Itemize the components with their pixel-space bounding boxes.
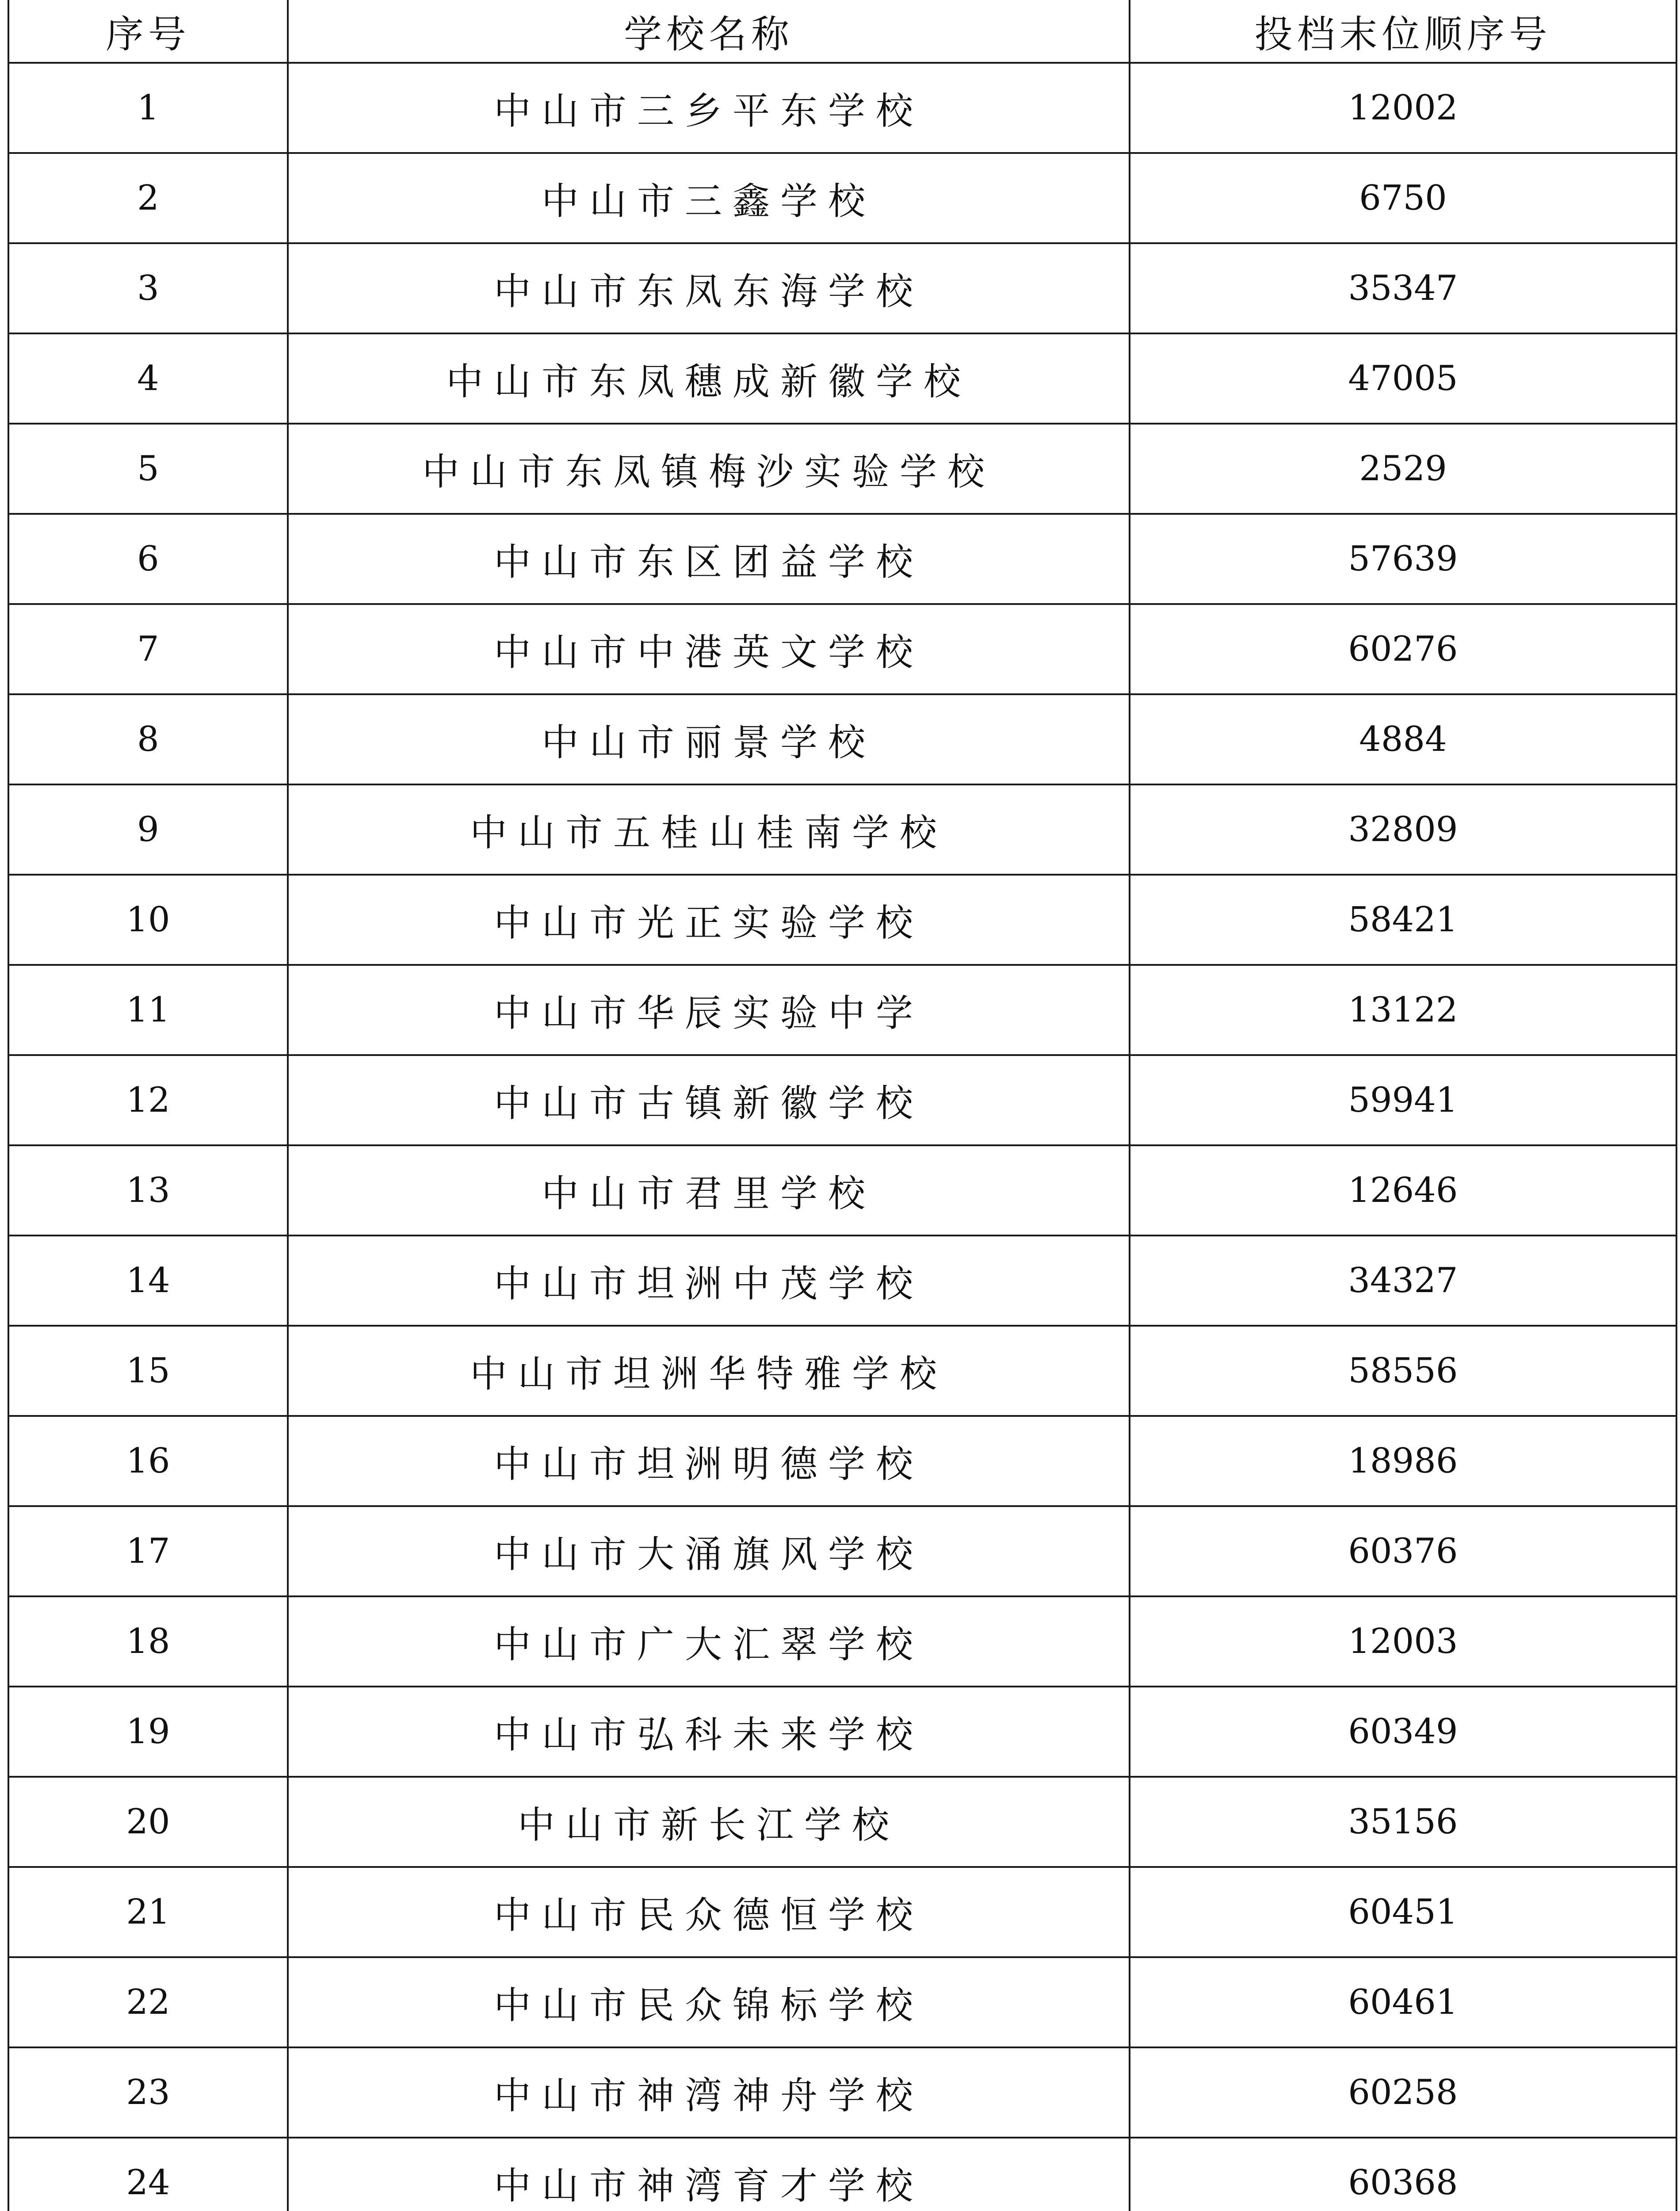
serial-number-cell: 10 (8, 875, 288, 965)
admission-rank-cell: 59941 (1130, 1055, 1676, 1145)
admission-rank-cell: 18986 (1130, 1416, 1676, 1506)
serial-number-cell: 14 (8, 1236, 288, 1326)
admission-rank-cell: 60461 (1130, 1957, 1676, 2047)
serial-number-cell: 13 (8, 1145, 288, 1236)
school-name-cell: 中山市弘科未来学校 (288, 1687, 1130, 1777)
admission-rank-cell: 60368 (1130, 2138, 1676, 2211)
admission-rank-cell: 35347 (1130, 243, 1676, 333)
header-school-name: 学校名称 (288, 0, 1130, 63)
admission-rank-cell: 60376 (1130, 1506, 1676, 1596)
serial-number-cell: 4 (8, 333, 288, 424)
admission-rank-cell: 60349 (1130, 1687, 1676, 1777)
school-name-cell: 中山市东凤东海学校 (288, 243, 1130, 333)
admission-rank-cell: 47005 (1130, 333, 1676, 424)
serial-number-cell: 20 (8, 1777, 288, 1867)
admission-rank-cell: 58421 (1130, 875, 1676, 965)
admission-rank-cell: 2529 (1130, 424, 1676, 514)
school-name-cell: 中山市东凤镇梅沙实验学校 (288, 424, 1130, 514)
school-name-cell: 中山市坦洲明德学校 (288, 1416, 1130, 1506)
serial-number-cell: 7 (8, 604, 288, 694)
school-name-cell: 中山市神湾育才学校 (288, 2138, 1130, 2211)
serial-number-cell: 24 (8, 2138, 288, 2211)
table-row (8, 1326, 1676, 1416)
header-serial-number: 序号 (8, 0, 288, 63)
header-last-admission-rank: 投档末位顺序号 (1130, 0, 1676, 63)
serial-number-cell: 18 (8, 1596, 288, 1687)
table-row (8, 2138, 1676, 2211)
table-row (8, 1777, 1676, 1867)
table-row (8, 514, 1676, 604)
table-row (8, 1236, 1676, 1326)
school-name-cell: 中山市大涌旗风学校 (288, 1506, 1130, 1596)
table-row (8, 1055, 1676, 1145)
school-admission-table (8, 0, 1677, 2211)
admission-rank-cell: 4884 (1130, 694, 1676, 784)
admission-rank-cell: 13122 (1130, 965, 1676, 1055)
school-name-cell: 中山市民众锦标学校 (288, 1957, 1130, 2047)
serial-number-cell: 2 (8, 153, 288, 243)
admission-rank-cell: 60258 (1130, 2047, 1676, 2138)
table-row (8, 243, 1676, 333)
serial-number-cell: 15 (8, 1326, 288, 1416)
serial-number-cell: 6 (8, 514, 288, 604)
school-name-cell: 中山市民众德恒学校 (288, 1867, 1130, 1957)
admission-rank-cell: 57639 (1130, 514, 1676, 604)
school-name-cell: 中山市光正实验学校 (288, 875, 1130, 965)
table-row (8, 694, 1676, 784)
serial-number-cell: 5 (8, 424, 288, 514)
serial-number-cell: 3 (8, 243, 288, 333)
school-name-cell: 中山市丽景学校 (288, 694, 1130, 784)
school-name-cell: 中山市东凤穗成新徽学校 (288, 333, 1130, 424)
table-row (8, 63, 1676, 153)
school-name-cell: 中山市三乡平东学校 (288, 63, 1130, 153)
admission-rank-cell: 12003 (1130, 1596, 1676, 1687)
serial-number-cell: 8 (8, 694, 288, 784)
school-name-cell: 中山市五桂山桂南学校 (288, 784, 1130, 875)
admission-rank-cell: 35156 (1130, 1777, 1676, 1867)
admission-rank-cell: 12646 (1130, 1145, 1676, 1236)
school-name-cell: 中山市中港英文学校 (288, 604, 1130, 694)
table-row (8, 1867, 1676, 1957)
school-name-cell: 中山市华辰实验中学 (288, 965, 1130, 1055)
school-name-cell: 中山市坦洲中茂学校 (288, 1236, 1130, 1326)
serial-number-cell: 21 (8, 1867, 288, 1957)
serial-number-cell: 22 (8, 1957, 288, 2047)
table-header-row (8, 0, 1676, 63)
school-name-cell: 中山市古镇新徽学校 (288, 1055, 1130, 1145)
table-row (8, 424, 1676, 514)
serial-number-cell: 19 (8, 1687, 288, 1777)
admission-rank-cell: 58556 (1130, 1326, 1676, 1416)
school-name-cell: 中山市神湾神舟学校 (288, 2047, 1130, 2138)
school-name-cell: 中山市广大汇翠学校 (288, 1596, 1130, 1687)
admission-rank-cell: 6750 (1130, 153, 1676, 243)
table-row (8, 965, 1676, 1055)
table-row (8, 153, 1676, 243)
admission-rank-cell: 34327 (1130, 1236, 1676, 1326)
serial-number-cell: 12 (8, 1055, 288, 1145)
school-name-cell: 中山市东区团益学校 (288, 514, 1130, 604)
school-name-cell: 中山市三鑫学校 (288, 153, 1130, 243)
table-row (8, 1145, 1676, 1236)
table-row (8, 1957, 1676, 2047)
table-row (8, 784, 1676, 875)
serial-number-cell: 23 (8, 2047, 288, 2138)
admission-rank-cell: 60451 (1130, 1867, 1676, 1957)
serial-number-cell: 17 (8, 1506, 288, 1596)
table-row (8, 1506, 1676, 1596)
admission-rank-cell: 32809 (1130, 784, 1676, 875)
school-name-cell: 中山市坦洲华特雅学校 (288, 1326, 1130, 1416)
serial-number-cell: 11 (8, 965, 288, 1055)
serial-number-cell: 16 (8, 1416, 288, 1506)
admission-rank-cell: 12002 (1130, 63, 1676, 153)
admission-rank-cell: 60276 (1130, 604, 1676, 694)
table-row (8, 1687, 1676, 1777)
table-body (8, 63, 1676, 2211)
table-row (8, 875, 1676, 965)
serial-number-cell: 1 (8, 63, 288, 153)
school-name-cell: 中山市新长江学校 (288, 1777, 1130, 1867)
table-row (8, 333, 1676, 424)
serial-number-cell: 9 (8, 784, 288, 875)
table-row (8, 1416, 1676, 1506)
table-row (8, 604, 1676, 694)
table-row (8, 2047, 1676, 2138)
school-name-cell: 中山市君里学校 (288, 1145, 1130, 1236)
table-row (8, 1596, 1676, 1687)
